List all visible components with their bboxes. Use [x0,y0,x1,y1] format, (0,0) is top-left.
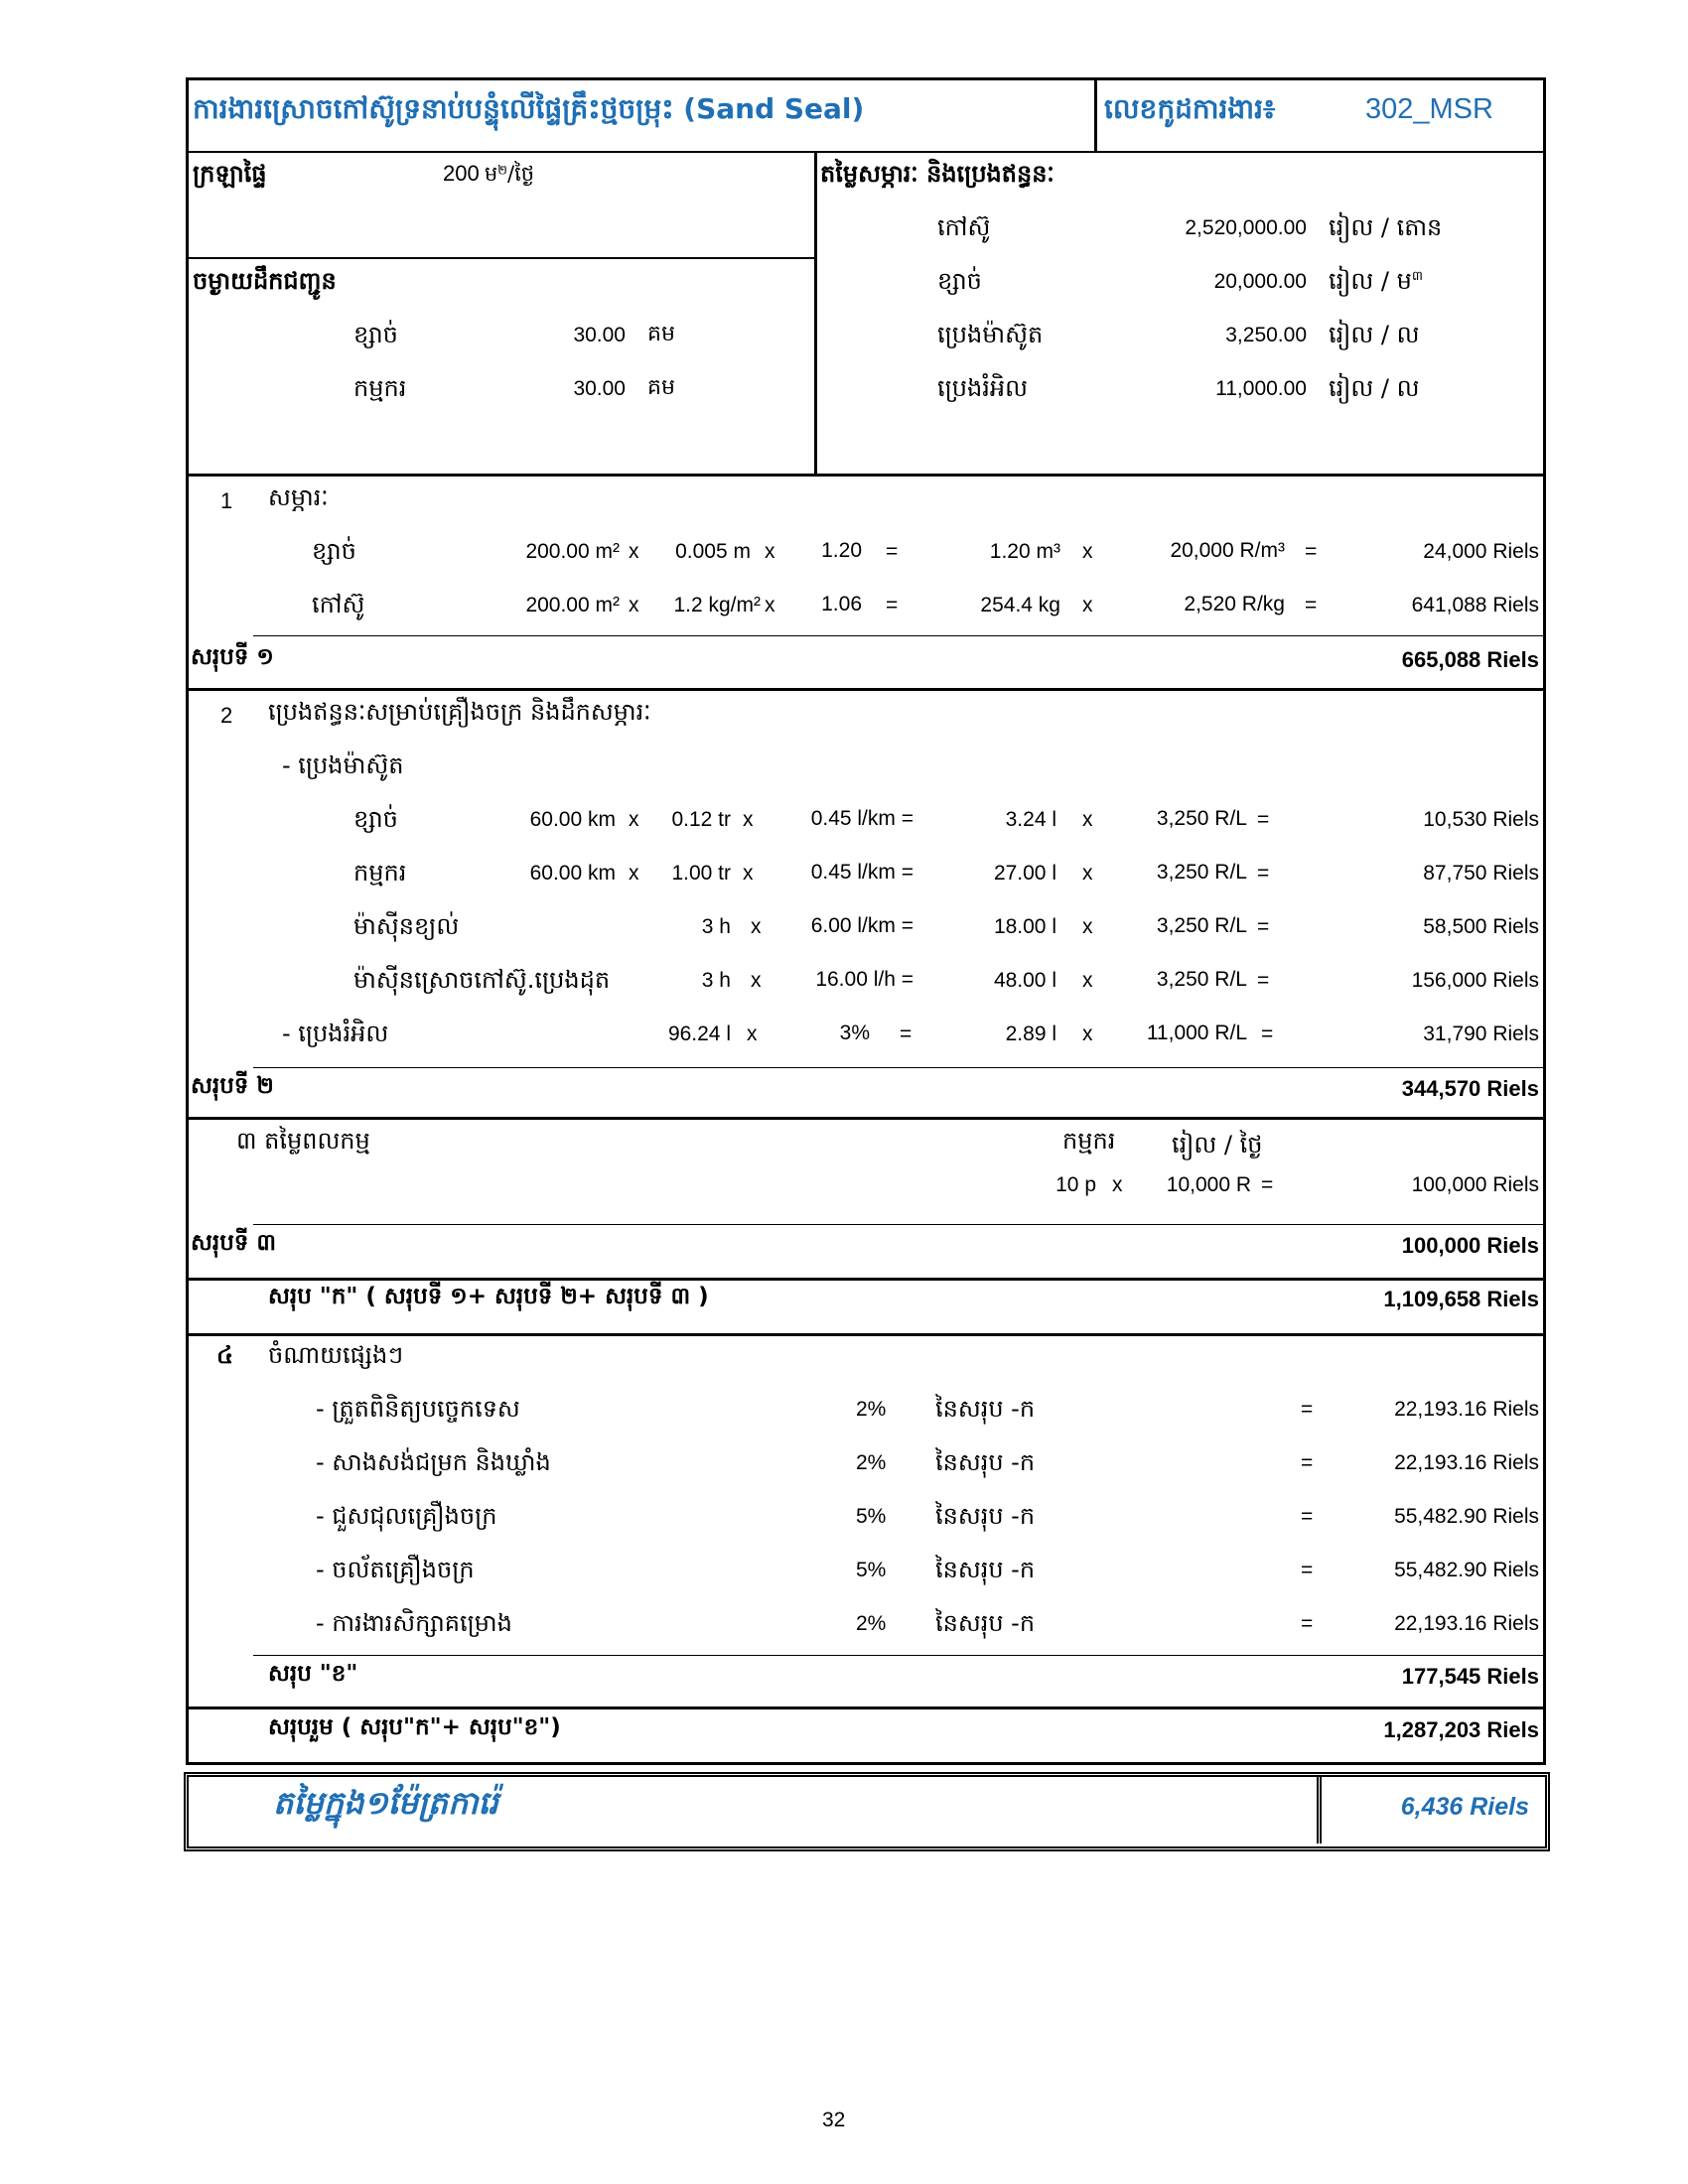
section-title: ប្រេងឥន្ធនៈសម្រាប់គ្រឿងចក្រ និងដឹកសម្ភារៈ [268,698,651,726]
row-of: នៃសរុប -ក [935,1395,1036,1423]
price-unit: រៀល / ល [1329,374,1420,402]
price-value: 2,520,000.00 [1185,216,1307,239]
row-op: = [1305,540,1318,563]
row-name: ខ្សាច់ [353,805,398,833]
row-b: 1.00 tr [671,862,731,885]
row-b: 0.12 tr [671,808,731,831]
row-total: 22,193.16 Riels [1394,1612,1539,1635]
row-total: 24,000 Riels [1423,540,1539,563]
row-a: 60.00 km [529,862,616,885]
total-a-label: សរុប "ក" ( សរុបទី ១+ សរុបទី ២+ សរុបទី ៣ ) [268,1284,709,1309]
row-e: 3,250 R/L [1156,807,1247,830]
unit-cost-divider [1317,1776,1322,1843]
row-d: 254.4 kg [980,594,1060,616]
row-op: x [765,594,775,616]
row-name: ម៉ាស៊ីនខ្យល់ [353,912,460,940]
price-name: ខ្សាច់ [937,267,982,295]
row-c: 0.45 l/km = [810,807,914,830]
row-op: x [743,808,754,831]
row-c: 16.00 l/h = [815,968,914,991]
row-c: 3% [839,1022,870,1044]
row-op: x [1082,594,1093,616]
row-op: x [629,862,639,885]
row-name: - ប្រេងរំអិល [282,1020,389,1047]
row-total: 87,750 Riels [1423,862,1539,885]
row-e: 3,250 R/L [1156,914,1247,937]
distance-unit: គម [647,322,675,346]
row-op: = [1301,1505,1314,1528]
price-unit: រៀល / តោន [1329,213,1443,241]
row-b: 1.2 kg/m² [673,594,761,616]
distance-unit: គម [647,375,675,400]
row-op: x [1082,862,1093,885]
row-pct: 2% [856,1451,887,1474]
row-total: 641,088 Riels [1411,594,1539,616]
subtotal-label: សរុបទី ២ [191,1073,274,1099]
area-value: 200 ម$^២$/ថ្ងៃ [443,161,535,186]
prices-label: តម្លៃសម្ភារៈ និងប្រេងឥន្ធនៈ [820,160,1055,188]
row-e: 11,000 R/L [1146,1022,1247,1044]
row-b: 3 h [701,969,731,992]
row-op: = [900,1023,913,1045]
row-op: x [1082,540,1093,563]
job-code-label: លេខកូដការងារ៖ [1104,92,1276,125]
row-b: 0.005 m [675,540,751,563]
row-op: x [1082,1023,1093,1045]
section-number: 2 [220,703,233,728]
row-total: 58,500 Riels [1423,915,1539,938]
row-op: x [1082,915,1093,938]
row-op: = [1301,1451,1314,1474]
subtotal-value: 177,545 Riels [1401,1664,1539,1689]
row-total: 55,482.90 Riels [1394,1559,1539,1581]
subtotal-label: សរុបទី ១ [191,644,274,670]
row-op: = [1305,594,1318,616]
row-op: = [886,540,899,563]
row-pct: 5% [856,1505,887,1528]
row-name: - ជួសជុលគ្រឿងចក្រ [316,1502,497,1530]
row-op: = [886,594,899,616]
row-op: = [1301,1612,1314,1635]
row-name: - ការងារសិក្សាគម្រោង [316,1609,512,1637]
subtotal-label: សរុប "ខ" [268,1661,358,1687]
row-name: ខ្សាច់ [312,537,356,565]
row-a: 60.00 km [529,808,616,831]
row-total: 55,482.90 Riels [1394,1505,1539,1528]
subtotal-label: សរុបទី ៣ [191,1230,277,1256]
price-name: ប្រេងម៉ាស៊ូត [937,321,1044,348]
row-d: 27.00 l [993,862,1056,885]
row-op: x [1112,1173,1123,1196]
row-op: = [1257,915,1270,938]
row-name: - ចល័តគ្រឿងចក្រ [316,1556,475,1583]
row-op: = [1261,1023,1274,1045]
row-c: 0.45 l/km = [810,861,914,884]
row-a: 200.00 m² [525,594,620,616]
row-pct: 2% [856,1398,887,1421]
page-number: 32 [822,2109,846,2131]
row-e: 2,520 R/kg [1184,593,1285,615]
row-e: 20,000 R/m³ [1170,539,1285,562]
row-c: 6.00 l/km = [810,914,914,937]
total-a-value: 1,109,658 Riels [1383,1287,1539,1311]
distance-name: ខ្សាច់ [353,321,398,348]
distance-label: ចម្ងាយដឹកជញ្ជូន [193,267,337,295]
section-title: សម្ភារៈ [268,483,329,511]
section-title: ៣ តម្លៃពលកម្ម [236,1127,370,1155]
price-value: 20,000.00 [1213,270,1307,293]
row-c: 1.20 [821,539,862,562]
subtotal-value: 100,000 Riels [1401,1233,1539,1258]
section-number: 1 [220,488,233,513]
price-value: 3,250.00 [1225,324,1307,346]
row-b: 96.24 l [667,1023,731,1045]
row-c: 1.06 [821,593,862,615]
grand-total-value: 1,287,203 Riels [1383,1717,1539,1742]
row-d: 18.00 l [993,915,1056,938]
row-op: x [743,862,754,885]
row-name: - ត្រួតពិនិត្យបច្ចេកទេស [316,1395,520,1423]
row-e: 3,250 R/L [1156,968,1247,991]
price-value: 11,000.00 [1215,377,1307,400]
row-op: = [1261,1173,1274,1196]
unit-cost-label: តម្លៃក្នុង១ម៉ែត្រការ៉េ [273,1784,498,1822]
row-op: x [747,1023,758,1045]
section-number: ៤ [216,1341,233,1369]
row-op: = [1257,808,1270,831]
row-name: កម្មករ [353,859,407,887]
row-op: = [1301,1559,1314,1581]
row-e: 3,250 R/L [1156,861,1247,884]
row-d: 2.89 l [1005,1023,1056,1045]
labor-col-worker: កម្មករ [1062,1127,1116,1155]
row-name: - សាងសង់ជម្រក និងឃ្លាំង [316,1448,551,1476]
row-total: 100,000 Riels [1411,1173,1539,1196]
row-of: នៃសរុប -ក [935,1502,1036,1530]
distance-value: 30.00 [573,377,626,400]
row-op: x [751,969,762,992]
row-a: 10 p [1055,1173,1096,1196]
distance-name: កម្មករ [353,374,407,402]
row-b: 10,000 R [1166,1173,1251,1196]
row-d: 48.00 l [993,969,1056,992]
area-label: ក្រឡាផ្ទៃ [193,160,267,188]
unit-cost-value: 6,436 Riels [1400,1793,1529,1821]
row-a: 200.00 m² [525,540,620,563]
row-op: x [1082,808,1093,831]
distance-value: 30.00 [573,324,626,346]
row-op: = [1301,1398,1314,1421]
section-title: ចំណាយផ្សេងៗ [268,1341,404,1369]
job-code-value: 302_MSR [1365,93,1493,125]
row-name: កៅស៊ូ [312,591,365,618]
diesel-label: - ប្រេងម៉ាស៊ូត [282,751,404,779]
row-of: នៃសរុប -ក [935,1556,1036,1583]
subtotal-value: 665,088 Riels [1401,647,1539,672]
row-pct: 2% [856,1612,887,1635]
row-op: x [751,915,762,938]
row-total: 31,790 Riels [1423,1023,1539,1045]
row-name: ម៉ាស៊ីនស្រោចកៅស៊ូ.ប្រេងដុត [353,966,611,994]
price-name: ប្រេងរំអិល [937,374,1028,402]
row-total: 22,193.16 Riels [1394,1398,1539,1421]
row-of: នៃសរុប -ក [935,1448,1036,1476]
row-b: 3 h [701,915,731,938]
row-d: 1.20 m³ [989,540,1060,563]
price-unit: រៀល / ម$^៣$ [1329,267,1423,295]
row-of: នៃសរុប -ក [935,1609,1036,1637]
row-pct: 5% [856,1559,887,1581]
row-total: 156,000 Riels [1411,969,1539,992]
row-op: x [629,808,639,831]
row-total: 22,193.16 Riels [1394,1451,1539,1474]
row-total: 10,530 Riels [1423,808,1539,831]
row-op: x [765,540,775,563]
row-d: 3.24 l [1005,808,1056,831]
labor-col-rate: រៀល / ថ្ងៃ [1172,1131,1263,1159]
price-name: កៅស៊ូ [937,213,991,241]
row-op: x [629,594,639,616]
row-op: = [1257,969,1270,992]
row-op: x [629,540,639,563]
row-op: = [1257,862,1270,885]
subtotal-value: 344,570 Riels [1401,1076,1539,1101]
row-op: x [1082,969,1093,992]
grand-total-label: សរុបរួម ( សរុប"ក"+ សរុប"ខ") [268,1714,561,1740]
page-title: ការងារស្រោចកៅស៊ូទ្រនាប់បន្ទុំលើផ្ទៃគ្រឹះថ្មចម្រុះ (Sand Seal) [193,92,865,125]
price-unit: រៀល / ល [1329,321,1420,348]
